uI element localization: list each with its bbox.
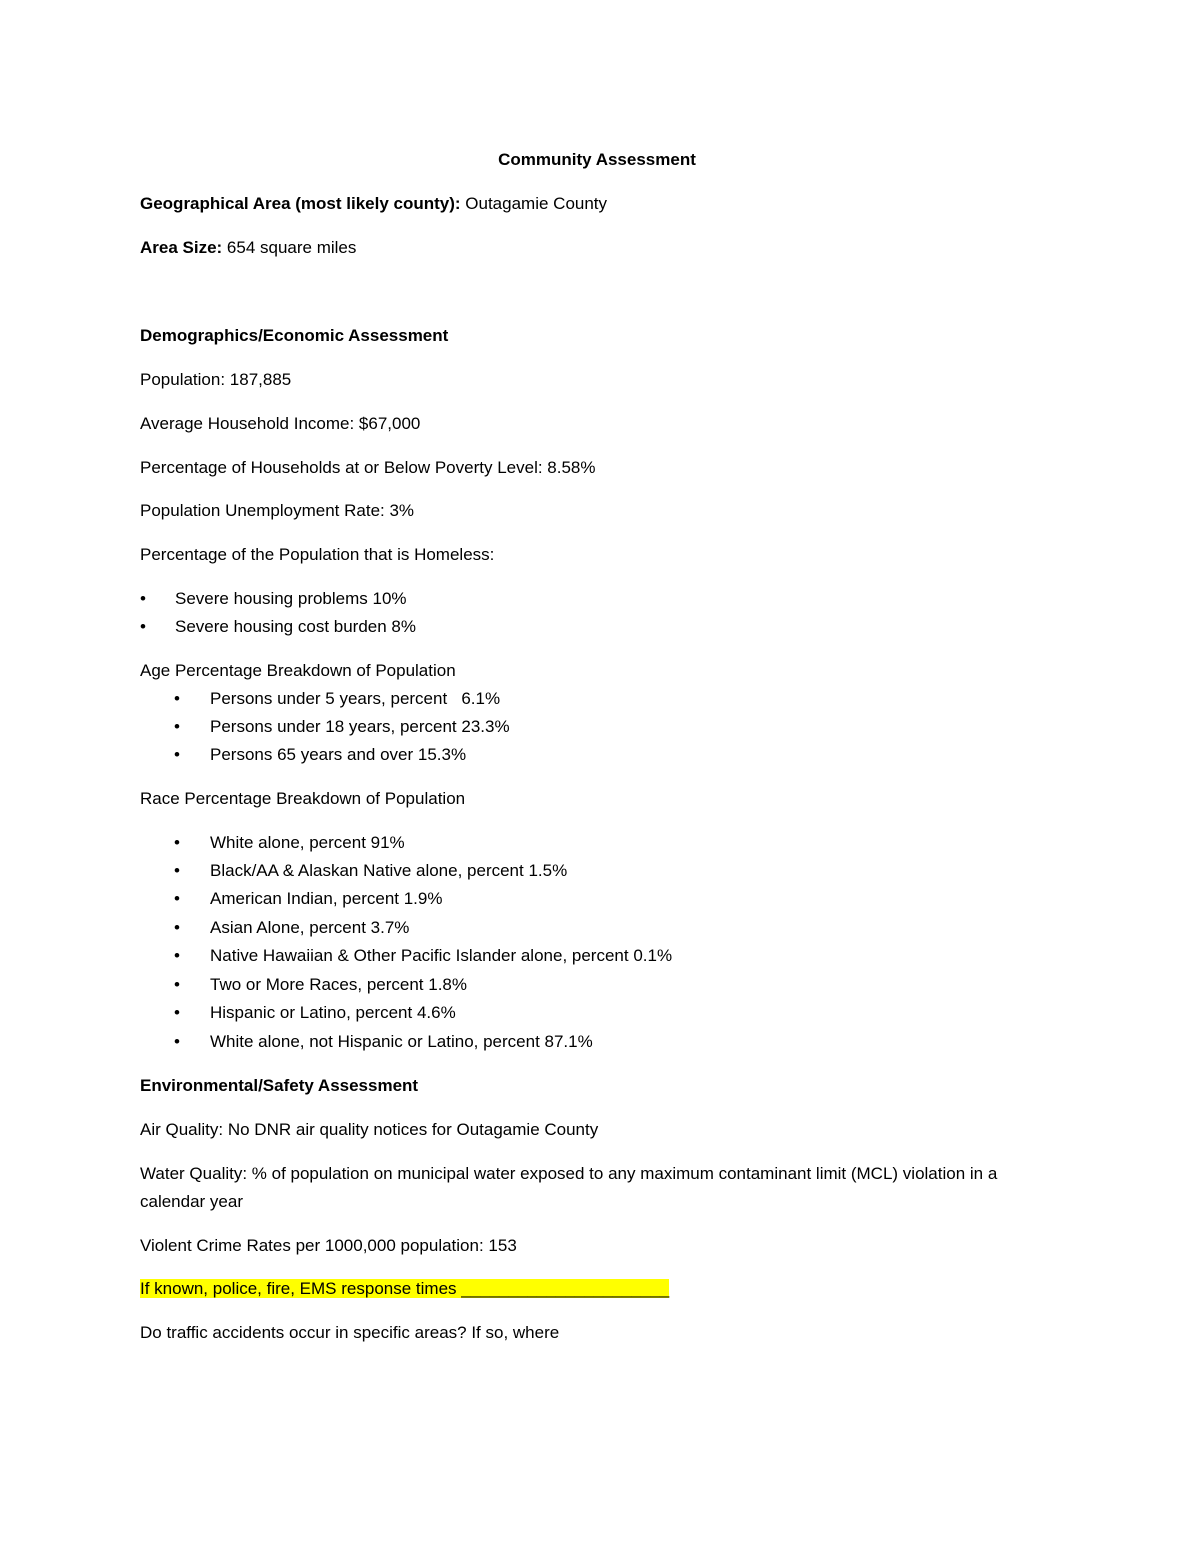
bullet-icon: •	[174, 918, 180, 937]
list-item: Two or More Races, percent 1.8%	[210, 975, 468, 994]
list-item: Hispanic or Latino, percent 4.6%	[210, 1003, 456, 1022]
demographics-heading: Demographics/Economic Assessment	[140, 326, 449, 345]
list-item: Severe housing cost burden 8%	[175, 617, 416, 636]
list-item: Asian Alone, percent 3.7%	[210, 918, 410, 937]
bullet-icon: •	[174, 717, 180, 736]
list-item: Native Hawaiian & Other Pacific Islander alone, percent 0.1%	[210, 946, 673, 965]
response-times-highlight: If known, police, fire, EMS response times ______________________	[140, 1279, 670, 1298]
population-line: Population: 187,885	[140, 370, 292, 389]
area-size-line	[140, 237, 356, 259]
income-line: Average Household Income: $67,000	[140, 414, 421, 433]
bullet-icon: •	[174, 1003, 180, 1022]
crime-rate-line: Violent Crime Rates per 1000,000 population: 153	[140, 1236, 517, 1255]
bullet-icon: •	[174, 833, 180, 852]
bullet-icon: •	[174, 975, 180, 994]
bullet-icon: •	[174, 889, 180, 908]
water-quality-line: Water Quality: % of population on municipal water exposed to any maximum contaminant limit (MCL) violation in a calendar year	[140, 1164, 998, 1211]
unemployment-line: Population Unemployment Rate: 3%	[140, 501, 415, 520]
geographical-area-line	[140, 193, 607, 215]
list-item: American Indian, percent 1.9%	[210, 889, 443, 908]
homeless-line: Percentage of the Population that is Homeless:	[140, 545, 495, 564]
age-heading: Age Percentage Breakdown of Population	[140, 661, 456, 680]
bullet-icon: •	[140, 617, 146, 636]
area-size-label: Area Size:	[140, 238, 223, 257]
bullet-icon: •	[174, 946, 180, 965]
list-item: White alone, percent 91%	[210, 833, 405, 852]
list-item: Persons 65 years and over 15.3%	[210, 745, 467, 764]
geographical-area-label: Geographical Area (most likely county):	[140, 194, 461, 213]
air-quality-line: Air Quality: No DNR air quality notices for Outagamie County	[140, 1120, 599, 1139]
area-size-value: 654 square miles	[222, 238, 357, 257]
environment-heading: Environmental/Safety Assessment	[140, 1076, 419, 1095]
race-heading: Race Percentage Breakdown of Population	[140, 789, 466, 808]
bullet-icon: •	[174, 689, 180, 708]
bullet-icon: •	[174, 1032, 180, 1051]
list-item: Severe housing problems 10%	[175, 589, 407, 608]
response-times-line	[140, 1278, 669, 1300]
document-title: Community Assessment	[498, 150, 696, 169]
bullet-icon: •	[174, 745, 180, 764]
bullet-icon: •	[174, 861, 180, 880]
poverty-line: Percentage of Households at or Below Poverty Level: 8.58%	[140, 458, 596, 477]
list-item: Persons under 18 years, percent 23.3%	[210, 717, 510, 736]
list-item: White alone, not Hispanic or Latino, percent 87.1%	[210, 1032, 593, 1051]
bullet-icon: •	[140, 589, 146, 608]
list-item: Black/AA & Alaskan Native alone, percent 1.5%	[210, 861, 568, 880]
geographical-area-value: Outagamie County	[460, 194, 608, 213]
list-item: Persons under 5 years, percent 6.1%	[210, 689, 501, 708]
traffic-accidents-line: Do traffic accidents occur in specific areas? If so, where	[140, 1323, 560, 1342]
